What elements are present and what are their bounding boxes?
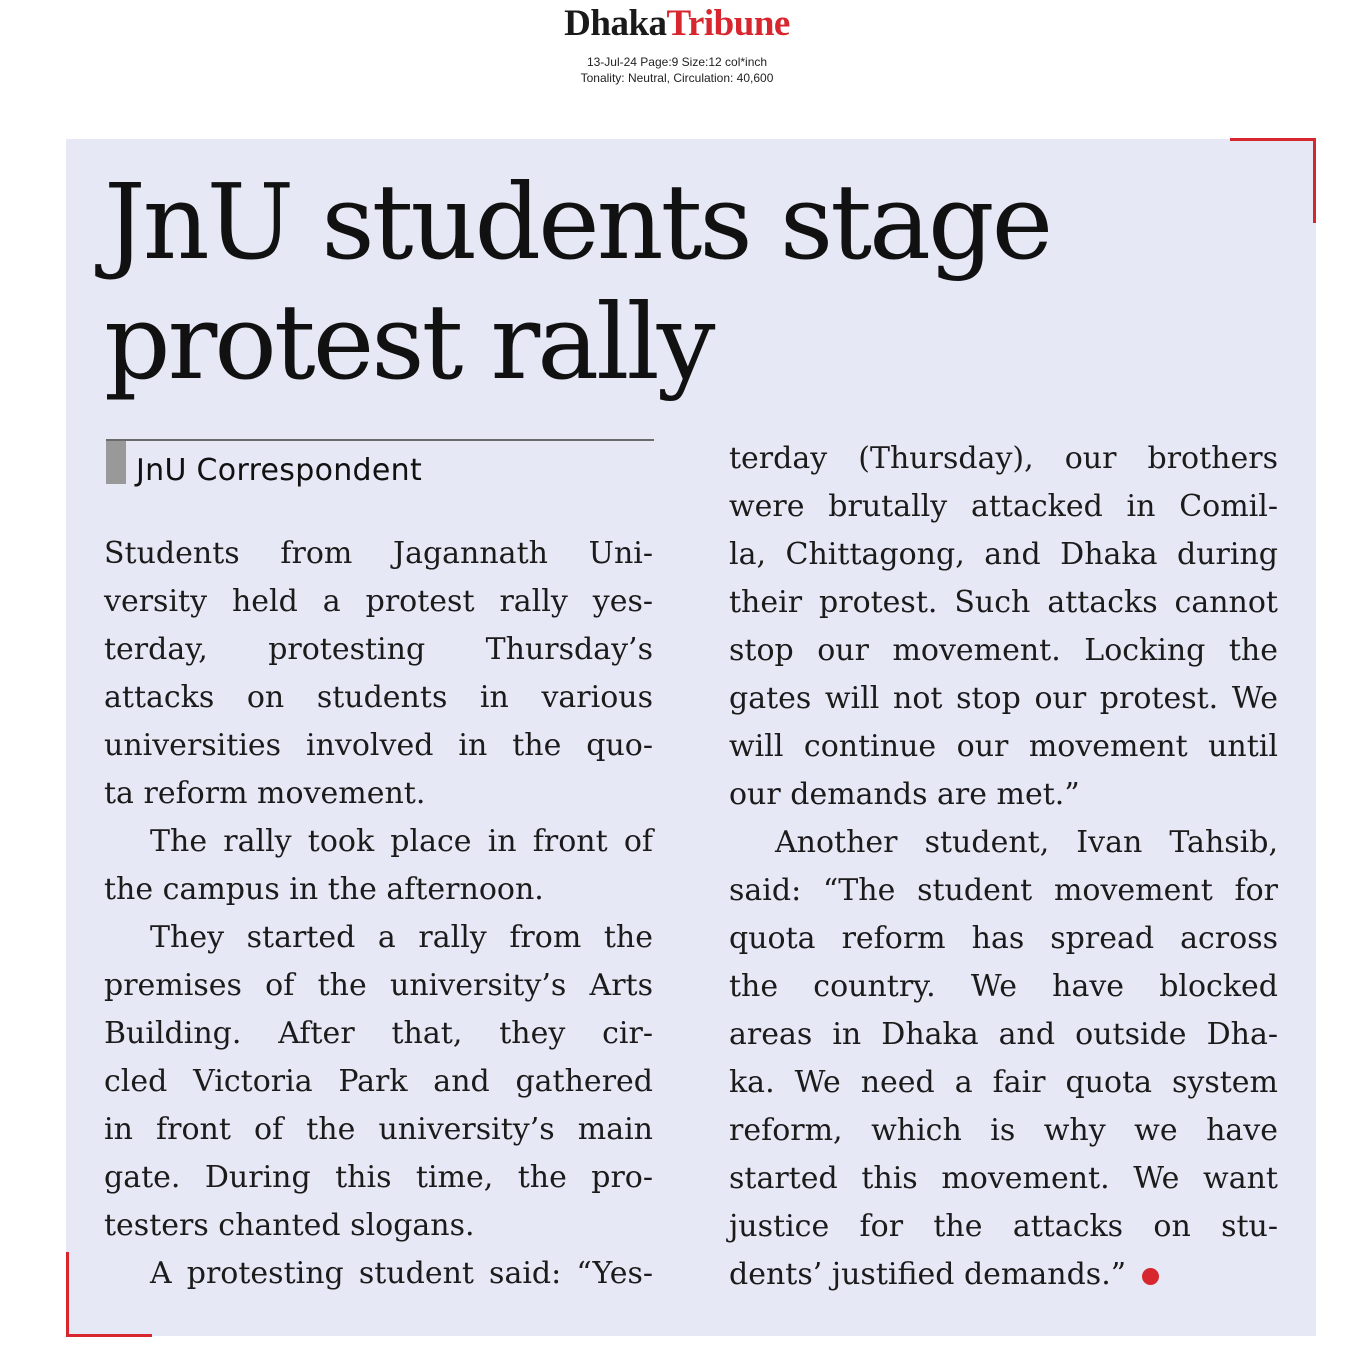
end-of-article-dot-icon: [1142, 1268, 1159, 1285]
headline-line-1: JnU students stage: [104, 161, 1051, 283]
text-line: reform, which is why we have: [729, 1113, 1278, 1148]
text-line: terday (Thursday), our brothers: [729, 441, 1278, 476]
text-line: A protesting student said: “Yes-: [150, 1256, 653, 1291]
byline-bar: [106, 441, 126, 484]
text-line: ta reform movement.: [104, 776, 426, 811]
article-headline: [104, 162, 1204, 402]
text-line: gates will not stop our protest. We: [729, 681, 1278, 716]
text-line: quota reform has spread across: [729, 921, 1278, 956]
text-line: were brutally attacked in Comil-: [729, 489, 1278, 524]
corner-accent-bottom-left-horizontal: [66, 1334, 152, 1337]
text-line: the campus in the afternoon.: [104, 872, 544, 907]
text-line: premises of the university’s Arts: [104, 968, 653, 1003]
text-line: Students from Jagannath Uni-: [104, 536, 653, 571]
article-column-1: [104, 530, 653, 1298]
text-line: their protest. Such attacks cannot: [729, 585, 1278, 620]
final-text: dents’ justified demands.”: [729, 1257, 1127, 1292]
text-line: ka. We need a fair quota system: [729, 1065, 1278, 1100]
text-line: universities involved in the quo-: [104, 728, 653, 763]
text-line: Building. After that, they cir-: [104, 1016, 653, 1051]
text-line: versity held a protest rally yes-: [104, 584, 653, 619]
text-line: They started a rally from the: [150, 920, 653, 955]
text-line: our demands are met.”: [729, 777, 1080, 812]
text-line: the country. We have blocked: [729, 969, 1278, 1004]
corner-accent-top-right-vertical: [1313, 138, 1316, 223]
text-line: la, Chittagong, and Dhaka during: [729, 537, 1278, 572]
text-line: cled Victoria Park and gathered: [104, 1064, 653, 1099]
text-line: stop our movement. Locking the: [729, 633, 1278, 668]
text-line: areas in Dhaka and outside Dha-: [729, 1017, 1278, 1052]
clipping-meta-line1: 13-Jul-24 Page:9 Size:12 col*inch: [586, 55, 768, 69]
byline-rule: [106, 439, 654, 441]
byline: JnU Correspondent: [136, 453, 423, 488]
text-line: started this movement. We want: [729, 1161, 1278, 1196]
masthead-tribune: Tribune: [666, 3, 790, 44]
masthead-dhaka: Dhaka: [564, 3, 667, 44]
headline-line-2: protest rally: [104, 281, 713, 403]
text-line: attacks on students in various: [104, 680, 653, 715]
text-line: The rally took place in front of: [150, 824, 653, 859]
article-column-2: [729, 435, 1278, 1299]
text-line: testers chanted slogans.: [104, 1208, 475, 1243]
corner-accent-bottom-left: [66, 1252, 69, 1337]
text-line: in front of the university’s main: [104, 1112, 653, 1147]
corner-accent-top-right: [1230, 138, 1316, 141]
text-line-final: [729, 1251, 1278, 1299]
text-line: Another student, Ivan Tahsib,: [775, 825, 1278, 860]
masthead-logo: [0, 4, 1354, 44]
text-line: said: “The student movement for: [729, 873, 1278, 908]
text-line: gate. During this time, the pro-: [104, 1160, 653, 1195]
clipping-meta-line2: Tonality: Neutral, Circulation: 40,600: [580, 71, 774, 85]
text-line: terday, protesting Thursday’s: [104, 632, 653, 667]
text-line: will continue our movement until: [729, 729, 1278, 764]
text-line: justice for the attacks on stu-: [729, 1209, 1278, 1244]
